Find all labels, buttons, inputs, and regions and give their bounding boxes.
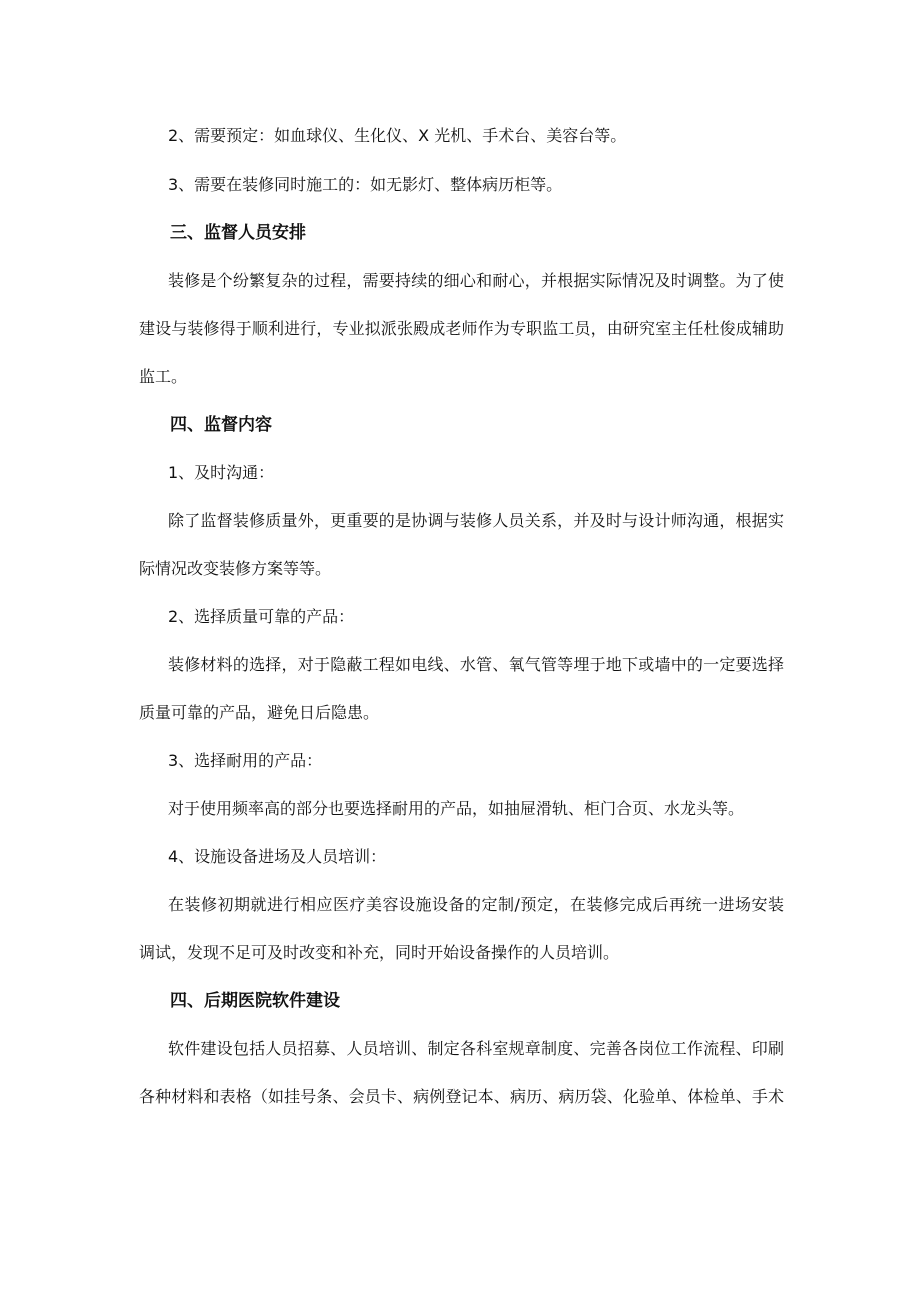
paragraph-line: 质量可靠的产品，避免日后隐患。 [139,703,380,722]
paragraph-line: 装修是个纷繁复杂的过程，需要持续的细心和耐心，并根据实际情况及时调整。为了使 [168,271,784,290]
section-heading-software-construction: 四、后期医院软件建设 [170,991,340,1011]
paragraph-line: 监工。 [139,367,188,386]
paragraph-line: 在装修初期就进行相应医疗美容设施设备的定制/预定，在装修完成后再统一进场安装 [168,895,784,914]
paragraph-line: 建设与装修得于顺利进行，专业拟派张殿成老师作为专职监工员，由研究室主任杜俊成辅助 [139,319,784,338]
paragraph-line: 际情况改变装修方案等等。 [139,559,332,578]
paragraph-line: 各种材料和表格（如挂号条、会员卡、病例登记本、病历、病历袋、化验单、体检单、手术 [139,1087,784,1106]
item-3-concurrent-install: 3、需要在装修同时施工的：如无影灯、整体病历柜等。 [168,175,563,194]
paragraph-line: 调试，发现不足可及时改变和补充，同时开始设备操作的人员培训。 [139,943,620,962]
subheading-reliable-products: 2、选择质量可靠的产品： [168,607,355,626]
paragraph-line: 对于使用频率高的部分也要选择耐用的产品，如抽屉滑轨、柜门合页、水龙头等。 [168,799,745,818]
subheading-timely-communication: 1、及时沟通： [168,463,275,482]
section-heading-supervisor-arrangement: 三、监督人员安排 [170,223,306,243]
paragraph-line: 除了监督装修质量外，更重要的是协调与装修人员关系，并及时与设计师沟通，根据实 [168,511,784,530]
paragraph-line: 软件建设包括人员招募、人员培训、制定各科室规章制度、完善各岗位工作流程、印刷 [168,1039,784,1058]
item-2-equipment-preorder: 2、需要预定：如血球仪、生化仪、X 光机、手术台、美容台等。 [168,126,627,145]
subheading-durable-products: 3、选择耐用的产品： [168,751,323,770]
subheading-equipment-training: 4、设施设备进场及人员培训： [168,847,387,866]
paragraph-line: 装修材料的选择，对于隐蔽工程如电线、水管、氧气管等埋于地下或墙中的一定要选择 [168,655,784,674]
section-heading-supervision-content: 四、监督内容 [170,415,272,435]
